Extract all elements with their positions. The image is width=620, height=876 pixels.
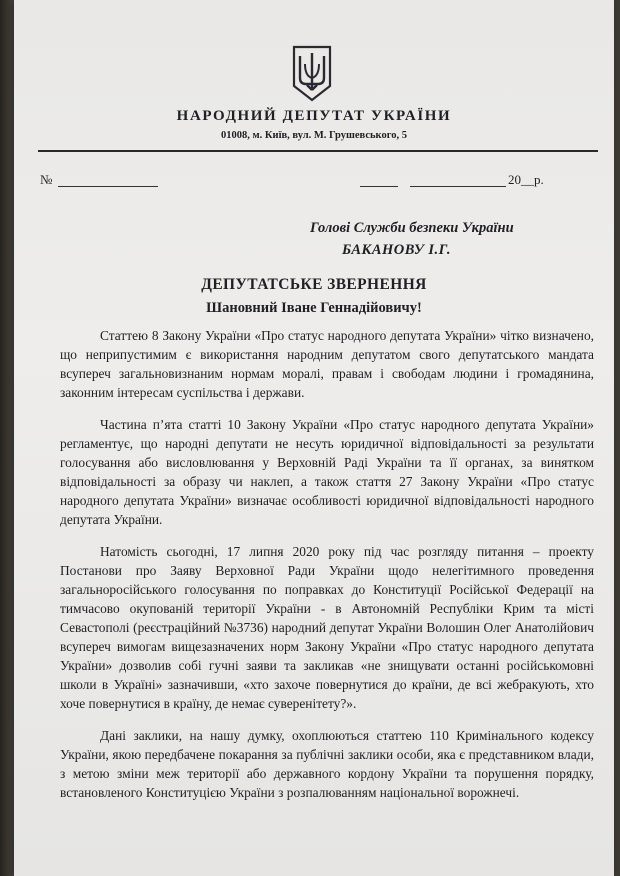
table-background xyxy=(0,0,14,876)
letter-page xyxy=(14,0,614,876)
header-divider xyxy=(38,150,598,152)
number-label: № xyxy=(40,172,53,187)
date-blank-day xyxy=(360,186,398,187)
date-year-suffix: 20__р. xyxy=(508,172,544,187)
number-blank-line xyxy=(58,186,158,187)
paragraph-criminal-code: Дані заклики, на нашу думку, охоплюються статтею 110 Кримінального кодексу України, якою передбачене покарання за публічні заклики особи, яка є представником влади, з метою зміни меж території або державного кордону України та порушення порядку, встановленого Конституцією України з розпалюванням національної ворожнечі. xyxy=(60,728,594,800)
document-title: ДЕПУТАТСЬКЕ ЗВЕРНЕННЯ xyxy=(201,276,427,293)
date-blank-month xyxy=(410,186,506,187)
header-title: НАРОДНИЙ ДЕПУТАТ УКРАЇНИ xyxy=(176,108,452,124)
paragraph-article-10: Частина п’ята статті 10 Закону України «Про статус народного депутата України» регламентує, що народні депутати не несуть юридичної відповідальності за результати голосування або висловлювання у Верховній Раді України та її органах, за винятком відповідальності за образу чи наклеп, а також стаття 27 Закону України «Про статус народного депутата України» визначає особливості юридичної відповідальності народного депутата України. xyxy=(60,417,594,527)
greeting: Шановний Іване Геннадійовичу! xyxy=(206,300,422,316)
paragraph-article-8: Статтею 8 Закону України «Про статус народного депутата України» чітко визначено, що неприпустимим є використання народним депутатом свого депутатського мандата всупереч загальновизнаним нормам моралі, правам і свободам людини і громадянина, законним інтересам суспільства і держави. xyxy=(60,328,594,400)
paragraph-incident: Натомість сьогодні, 17 липня 2020 року під час розгляду питання – проекту Постанови про Заяву Верховної Ради України щодо нелегітимного проведення загальноросійського голосування по поправках до Конституції Російської Федерації на тимчасово окупованій території України - в Автономній Республіки Крим та місті Севастополі (реєстраційний №3736) народний депутат України Волошин Олег Анатолійович всупереч вимогам вищезазначених норм Закону України «Про статус народного депутата України» дозволив собі гучні заяви та закликав «не знищувати останні російськомовні школи в Україні» зазначивши, «хто захоче повернутися до країни, де всі жебракують, хто хоче повернутися в країну, де немає суверенітету?». xyxy=(60,544,594,711)
header-address: 01008, м. Київ, вул. М. Грушевського, 5 xyxy=(221,130,407,141)
recipient-position: Голові Служби безпеки України xyxy=(310,220,514,236)
trident-emblem-icon xyxy=(291,44,333,102)
letter-body xyxy=(60,326,594,815)
recipient-name: БАКАНОВУ І.Г. xyxy=(342,242,451,258)
